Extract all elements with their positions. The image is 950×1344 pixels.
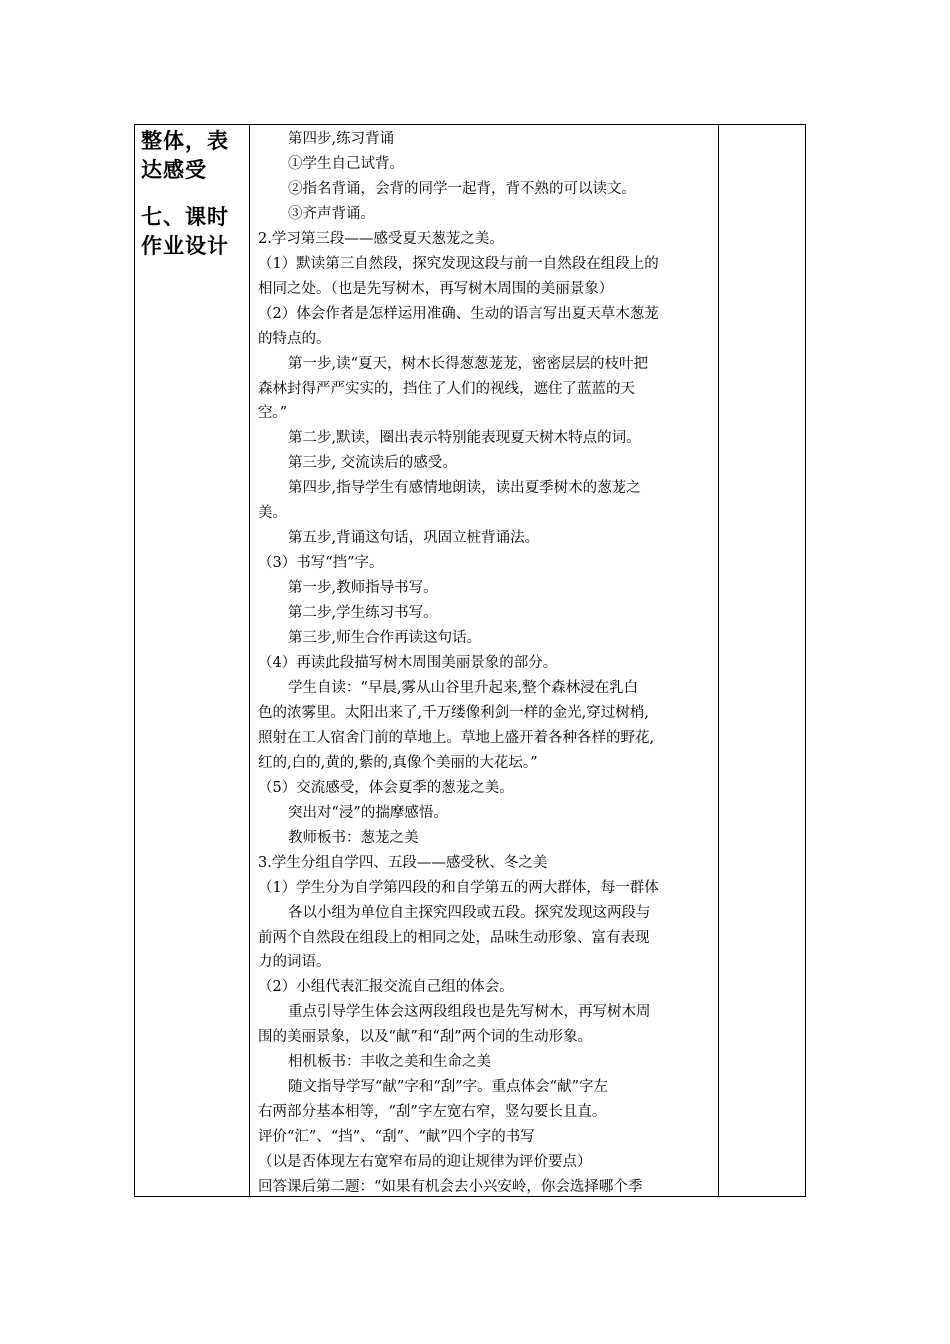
content-line: 第一步,教师指导书写。 [288,580,438,597]
content-line: 的特点的。 [258,330,331,347]
section-heading-column [141,127,246,261]
content-line: 力的词语。 [258,954,331,971]
content-line: 前两个自然段在组段上的相同之处，品味生动形象、富有表现 [258,929,650,946]
lesson-plan-table [134,124,806,1197]
content-line: （1）学生分为自学第四段的和自学第五的两大群体，每一群体 [258,879,659,896]
content-line: 美。 [258,505,287,522]
section-heading: 整体，表 达感受 [141,129,229,182]
content-line: （以是否体现左右宽窄布局的迎让规律为评价要点） [258,1154,592,1171]
content-line: 重点引导学生体会这两段组段也是先写树木，再写树木周 [288,1004,651,1021]
content-line: （5）交流感受，体会夏季的葱茏之美。 [258,779,514,796]
content-line: ②指名背诵，会背的同学一起背，背不熟的可以读文。 [288,180,636,197]
content-line: （3）书写“挡”字。 [258,555,384,572]
section-heading: 七、课时 作业设计 [141,205,229,258]
content-line: 相机板书：丰收之美和生命之美 [288,1054,491,1071]
content-line: ①学生自己试背。 [288,155,404,172]
content-line: 第五步,背诵这句话，巩固立桩背诵法。 [288,530,540,547]
content-line: 第三步,师生合作再读这句话。 [288,630,482,647]
content-line: 第二步,默读，圈出表示特别能表现夏天树木特点的词。 [288,430,641,447]
content-line: （4）再读此段描写树木周围美丽景象的部分。 [258,655,558,672]
content-line: （1）默读第三自然段，探究发现这段与前一自然段在组段上的 [258,255,659,272]
content-line: 右两部分基本相等，“刮”字左宽右窄，竖勾要长且直。 [258,1104,607,1121]
content-line: 评价“汇”、“挡”、“刮”、“献”四个字的书写 [258,1129,535,1146]
content-line: 2.学习第三段——感受夏天葱茏之美。 [258,230,504,247]
content-line: 学生自读：“早晨,雾从山谷里升起来,整个森林浸在乳白 [288,679,639,696]
content-line: 第四步,指导学生有感情地朗读，读出夏季树木的葱茏之 [288,480,641,497]
content-line: 森林封得严严实实的，挡住了人们的视线，遮住了蓝蓝的天 [258,380,635,397]
content-line: 教师板书：葱茏之美 [288,829,419,846]
content-line: 色的浓雾里。太阳出来了,千万缕像利剑一样的金光,穿过树梢, [258,704,649,721]
content-line: 照射在工人宿舍门前的草地上。草地上盛开着各种各样的野花, [258,729,655,746]
content-line: 红的,白的,黄的,紫的,真像个美丽的大花坛。” [258,754,538,771]
content-line: 突出对“浸”的揣摩感悟。 [288,804,448,821]
content-line: 随文指导学写“献”字和“刮”字。重点体会“献”字左 [288,1079,608,1096]
content-line: 第一步,读“夏天，树木长得葱葱茏茏，密密层层的枝叶把 [288,355,649,372]
content-line: 第三步, 交流读后的感受。 [288,455,457,472]
content-line: 第四步,练习背诵 [288,131,395,147]
content-line: 第二步,学生练习书写。 [288,605,438,622]
content-line: （2）体会作者是怎样运用准确、生动的语言写出夏天草木葱茏 [258,305,659,322]
content-line: ③齐声背诵。 [288,205,375,222]
content-line: （2）小组代表汇报交流自己组的体会。 [258,979,514,996]
column-divider [249,125,250,1196]
content-line: 围的美丽景象，以及“献”和“刮”两个词的生动形象。 [258,1029,593,1046]
content-line: 各以小组为单位自主探究四段或五段。探究发现这两段与 [288,904,651,921]
content-line: 相同之处。（也是先写树木，再写树木周围的美丽景象） [258,280,614,297]
content-line: 3.学生分组自学四、五段——感受秋、冬之美 [258,854,548,871]
content-line: 空。” [258,405,288,422]
content-line: 回答课后第二题：“如果有机会去小兴安岭，你会选择哪个季 [258,1179,643,1196]
lesson-content [258,127,720,1200]
